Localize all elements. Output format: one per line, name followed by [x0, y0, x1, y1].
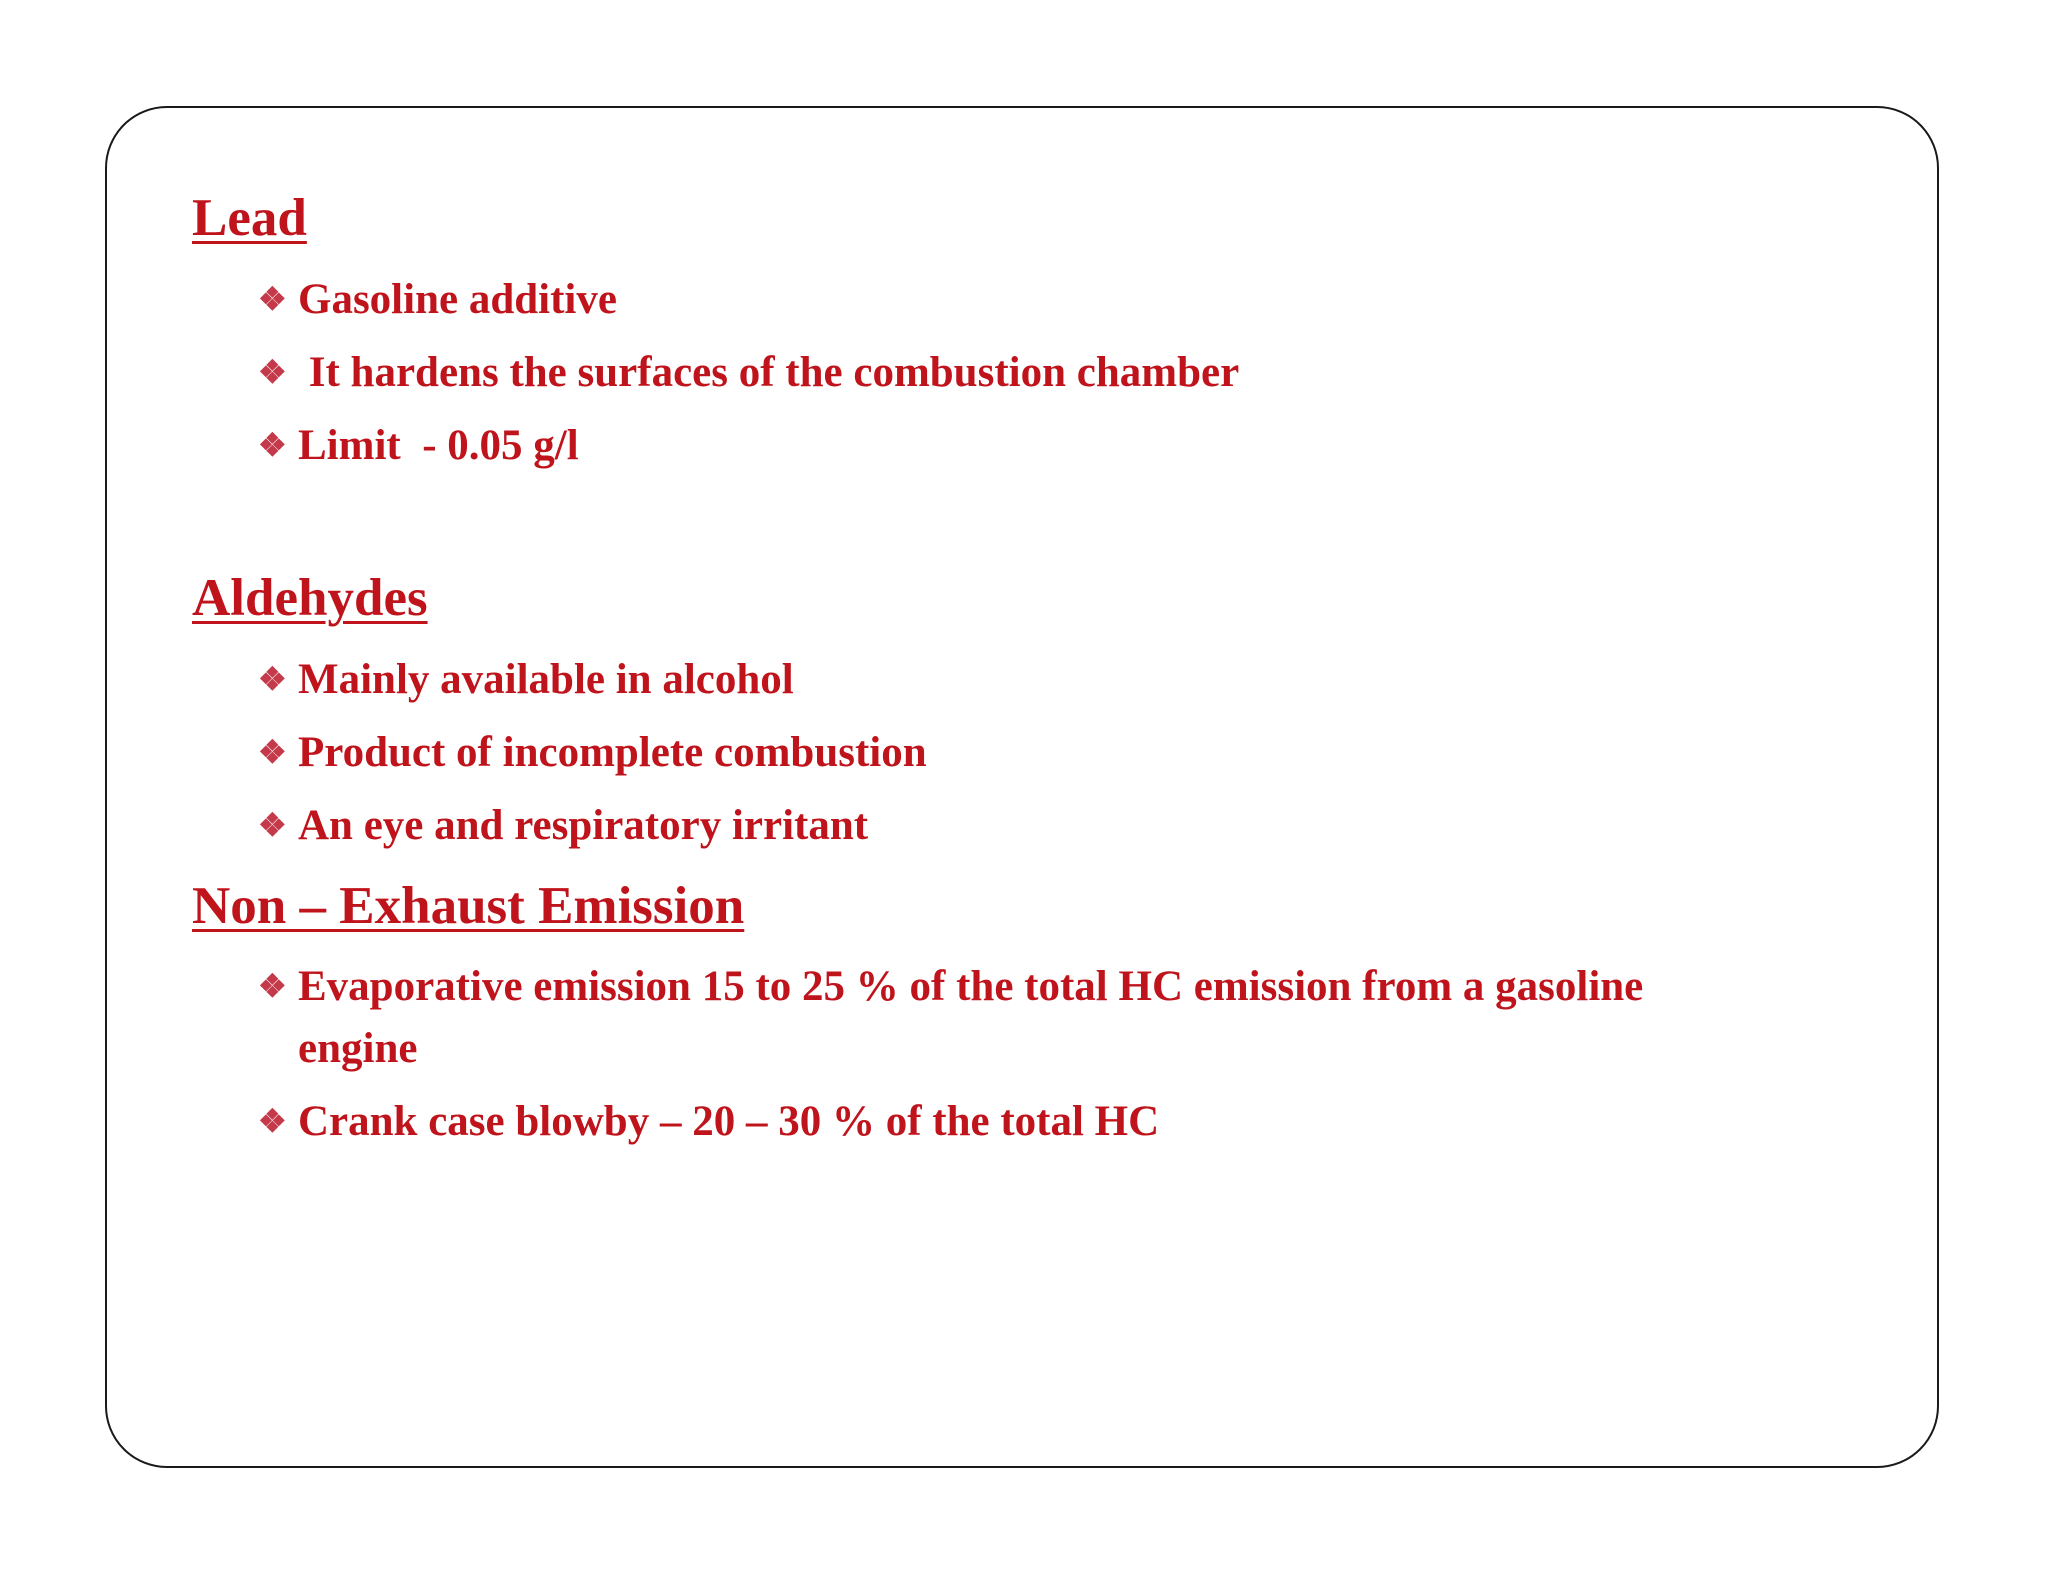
bullet-item — [258, 414, 579, 477]
bullet-text: Gasoline additive — [298, 276, 617, 323]
bullet-item — [258, 721, 927, 784]
bullet-text: Crank case blowby – 20 – 30 % of the total HC — [298, 1098, 1160, 1145]
bullet-item — [258, 341, 1239, 404]
bullet-text: Product of incomplete combustion — [298, 729, 927, 776]
bullet-text: Limit - 0.05 g/l — [298, 422, 579, 469]
bullet-text: Mainly available in alcohol — [298, 656, 794, 703]
diamond-bullet-icon: ❖ — [258, 661, 287, 697]
diamond-bullet-icon: ❖ — [258, 354, 287, 390]
bullet-item — [258, 1090, 1159, 1153]
diamond-bullet-icon: ❖ — [258, 734, 287, 770]
bullet-item — [258, 648, 794, 711]
diamond-bullet-icon: ❖ — [258, 427, 287, 463]
bullet-text: Evaporative emission 15 to 25 % of the total HC emission from a gasoline engine — [298, 963, 1644, 1072]
heading-lead: Lead — [192, 189, 307, 247]
bullet-item — [258, 794, 868, 857]
bullet-text: It hardens the surfaces of the combustion chamber — [298, 349, 1240, 396]
heading-non-exhaust-emission: Non – Exhaust Emission — [192, 877, 745, 935]
heading-aldehydes: Aldehydes — [192, 569, 428, 627]
diamond-bullet-icon: ❖ — [258, 281, 287, 317]
bullet-item — [258, 268, 617, 331]
bullet-text: An eye and respiratory irritant — [298, 802, 869, 849]
diamond-bullet-icon: ❖ — [258, 1103, 287, 1139]
diamond-bullet-icon: ❖ — [258, 968, 287, 1004]
diamond-bullet-icon: ❖ — [258, 807, 287, 843]
bullet-item — [258, 955, 1748, 1080]
